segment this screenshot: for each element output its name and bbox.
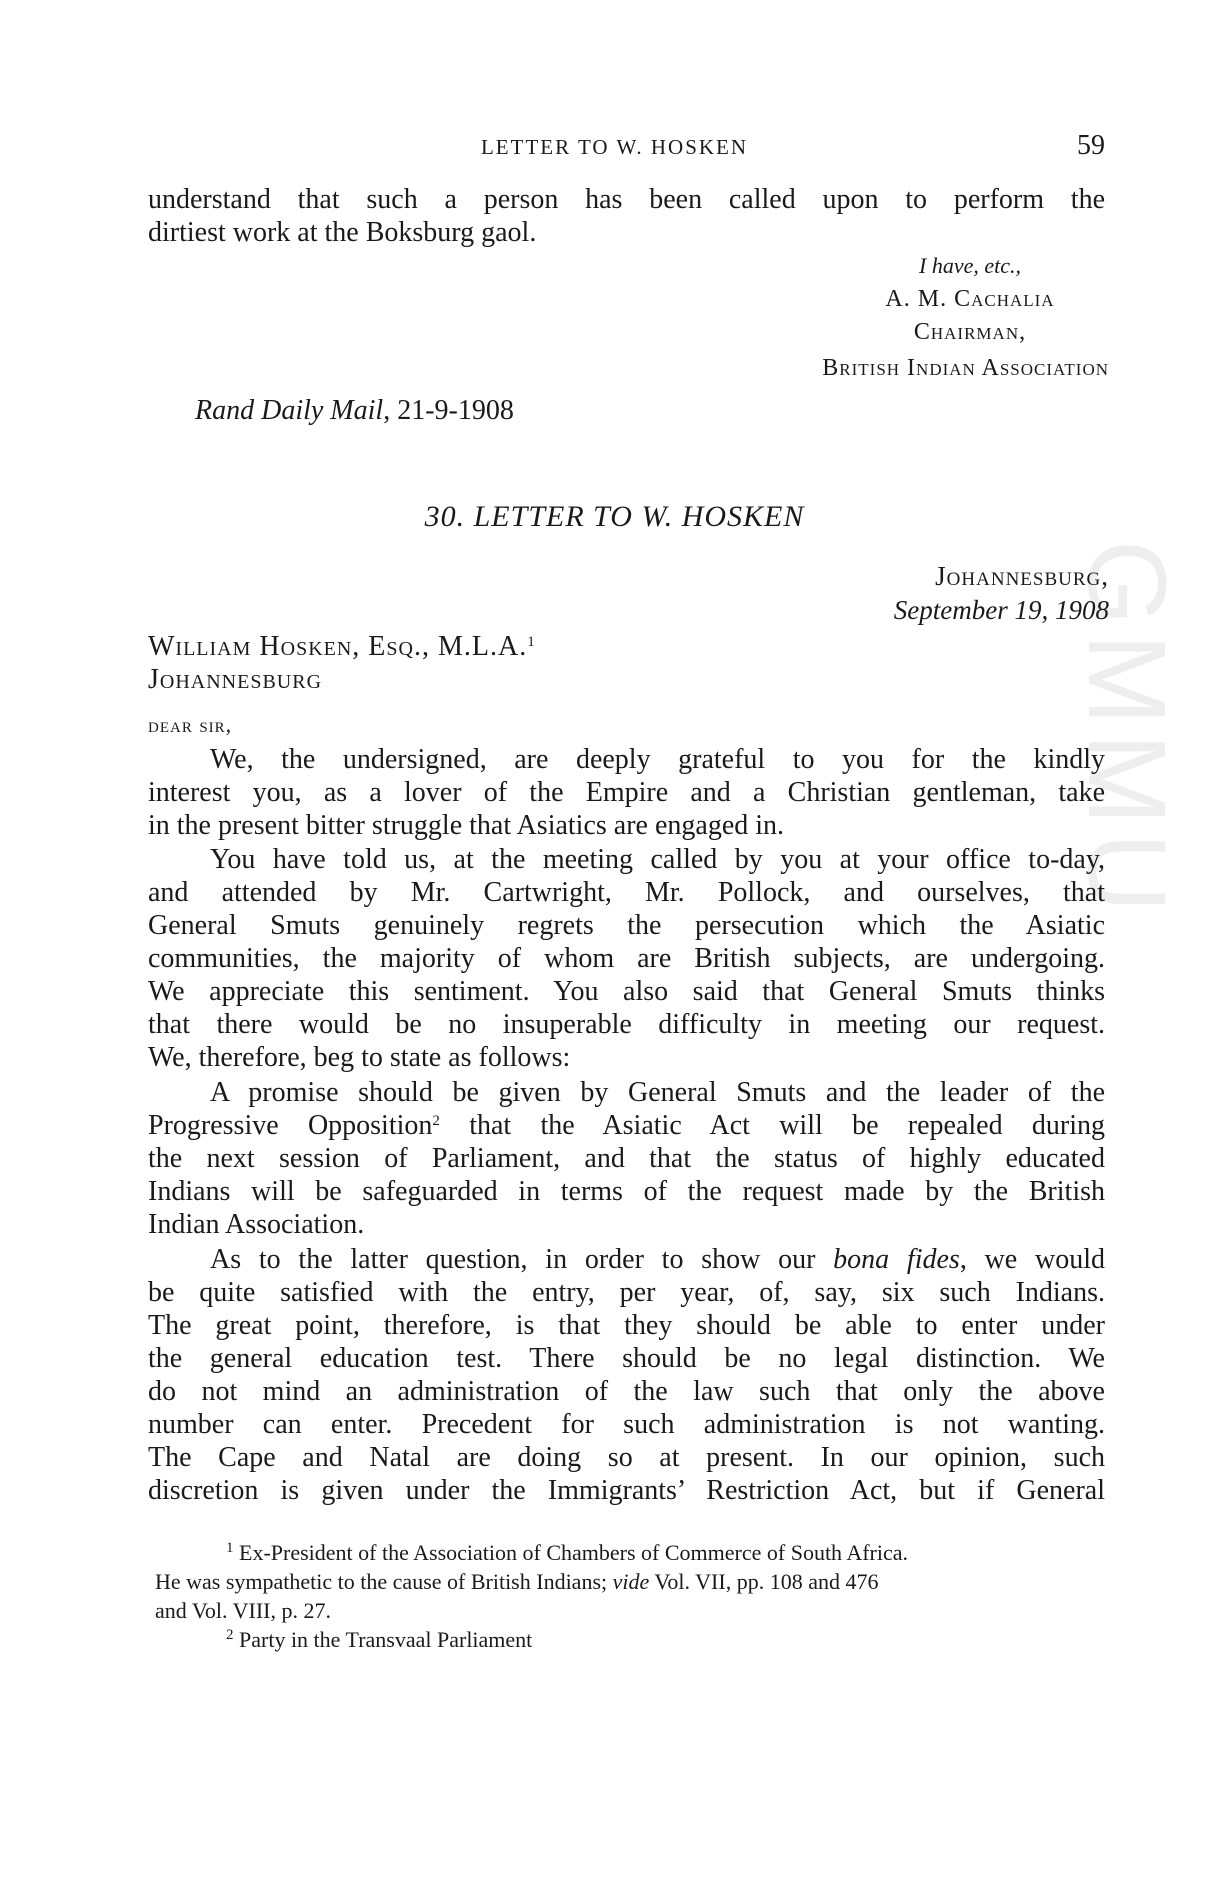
footnote-ref: 2 (432, 1113, 440, 1129)
body-line: We, the undersigned, are deeply grateful to you for the kindly (210, 744, 1105, 775)
letter-place: Johannesburg, (935, 561, 1109, 591)
text-run: As to the latter question, in order to show our (210, 1244, 834, 1275)
footnote-text: Vol. VII, pp. 108 and 476 (649, 1569, 879, 1594)
running-head: LETTER TO W. HOSKEN (480, 135, 749, 159)
footnote-text: Ex-President of the Association of Chambers of Commerce of South Africa. (239, 1540, 909, 1565)
body-line: A promise should be given by General Smuts and the leader of the (210, 1077, 1105, 1108)
body-line (210, 1243, 1105, 1276)
body-line: dirtiest work at the Boksburg gaol. (148, 217, 537, 248)
body-line: do not mind an administration of the law such that only the above (148, 1376, 1105, 1407)
body-line (148, 1109, 1105, 1142)
body-line: You have told us, at the meeting called by you at your office to-day, (210, 844, 1105, 875)
source-citation (195, 394, 1152, 427)
body-line: Indians will be safeguarded in terms of the request made by the British (148, 1176, 1105, 1207)
letter-title: 30. LETTER TO W. HOSKEN (424, 500, 805, 533)
text-run: , we would (959, 1244, 1105, 1275)
italic-run: bona fides (833, 1244, 960, 1275)
footnote-italic: vide (612, 1569, 650, 1594)
body-line: the next session of Parliament, and that the status of highly educated (148, 1143, 1105, 1174)
signer-organization: British Indian Association (822, 355, 1109, 381)
body-line: discretion is given under the Immigrants’ Restriction Act, but if General (148, 1475, 1105, 1506)
footnote-2 (226, 1625, 1115, 1654)
body-line: be quite satisfied with the entry, per year, of, say, six such Indians. (148, 1277, 1105, 1308)
watermark (1065, 540, 1200, 1360)
source-paper: Rand Daily Mail (195, 395, 384, 426)
body-line: Indian Association. (148, 1209, 365, 1240)
page-number: 59 (1077, 130, 1105, 161)
footnote-line (155, 1567, 1115, 1596)
footnote-line: and Vol. VIII, p. 27. (155, 1598, 331, 1623)
text-run: that the Asiatic Act will be repealed during (439, 1110, 1105, 1141)
body-line: We, therefore, beg to state as follows: (148, 1042, 571, 1073)
footnote-text: He was sympathetic to the cause of British Indians; (155, 1569, 613, 1594)
body-line: The great point, therefore, is that they should be able to enter under (148, 1310, 1105, 1341)
source-date: , 21-9-1908 (383, 395, 514, 426)
footnote-ref: 1 (527, 634, 536, 650)
watermark-text: GMMU (1065, 540, 1188, 921)
text-run: Progressive Opposition (148, 1110, 433, 1141)
footnote-number: 2 (226, 1627, 234, 1643)
body-line: communities, the majority of whom are British subjects, are undergoing. (148, 943, 1105, 974)
body-line: interest you, as a lover of the Empire and a Christian gentleman, take (148, 777, 1105, 808)
letter-date: September 19, 1908 (893, 595, 1109, 625)
body-line: understand that such a person has been called upon to perform the (148, 184, 1105, 215)
body-line: General Smuts genuinely regrets the persecution which the Asiatic (148, 910, 1105, 941)
body-line: number can enter. Precedent for such administration is not wanting. (148, 1409, 1105, 1440)
signer-role: Chairman, (913, 319, 1027, 345)
body-line: that there would be no insuperable difficulty in meeting our request. (148, 1009, 1105, 1040)
body-line: We appreciate this sentiment. You also said that General Smuts thinks (148, 976, 1105, 1007)
body-line: and attended by Mr. Cartwright, Mr. Pollock, and ourselves, that (148, 877, 1105, 908)
addressee-name: William Hosken, Esq., M.L.A. (148, 631, 528, 662)
footnote-text: Party in the Transvaal Parliament (239, 1627, 533, 1652)
body-line: the general education test. There should be no legal distinction. We (148, 1343, 1105, 1374)
body-line: The Cape and Natal are doing so at present. In our opinion, such (148, 1442, 1105, 1473)
signer: A. M. Cachalia (885, 286, 1055, 312)
footnote-number: 1 (226, 1540, 234, 1556)
footnote-1 (226, 1538, 1115, 1567)
body-line: in the present bitter struggle that Asiatics are engaged in. (148, 810, 785, 841)
closing: I have, etc., (919, 253, 1021, 278)
addressee (148, 630, 536, 663)
addressee-city: Johannesburg (148, 664, 323, 695)
salutation: dear sir, (148, 712, 233, 737)
